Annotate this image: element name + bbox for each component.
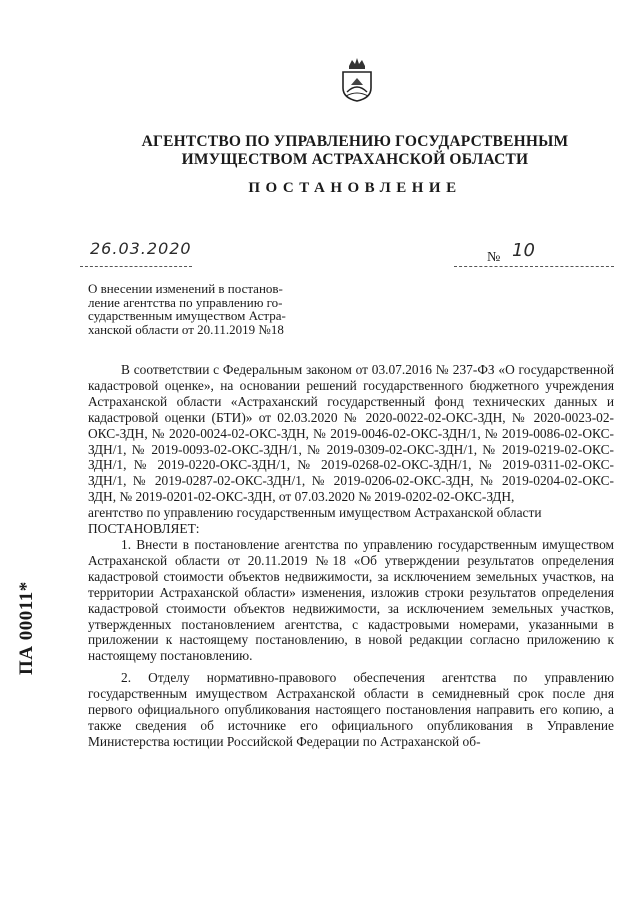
subject-line: ление агентства по управлению го-: [88, 294, 283, 310]
subject-line: О внесении изменений в постанов-: [88, 281, 283, 296]
document-type-title: ПОСТАНОВЛЕНИЕ: [248, 180, 462, 196]
agency-line: агентство по управлению государственным имуществом Астраханской области: [88, 505, 542, 521]
document-subject: [88, 282, 323, 336]
decree-word: ПОСТАНОВЛЯЕТ:: [88, 521, 200, 537]
issuing-authority: [130, 133, 580, 169]
document-body: [88, 362, 614, 750]
number-label: №: [487, 250, 501, 265]
authority-line-2: ИМУЩЕСТВОМ АСТРАХАНСКОЙ ОБЛАСТИ: [181, 151, 529, 168]
preamble-paragraph: В соответствии с Федеральным законом от 03.07.2016 № 237-ФЗ «О государственной кадастровой оценке», на основании решений государственного бюджетного учреждения Астраханской области «Астраханский государственный фонд технических данных и кадастровой оценки (БТИ)» от 02.03.2020 № 2020-0022-02-ОКС-ЗДН, № 2020-0023-02-ОКС-ЗДН, № 2020-0024-02-ОКС-ЗДН, № 2019-0046-02-ОКС-ЗДН/1, № 2019-0086-02-ОКС-ЗДН/1, № 2019-0093-02-ОКС-ЗДН/1, № 2019-0309-02-ОКС-ЗДН/1, № 2019-0219-02-ОКС-ЗДН/1, № 2019-0220-ОКС-ЗДН/1, № 2019-0268-02-ОКС-ЗДН/1, № 2019-0311-02-ОКС-ЗДН/1, № 2019-0287-02-ОКС-ЗДН/1, № 2019-0206-02-ОКС-ЗДН, № 2019-0204-02-ОКС-ЗДН, № 2019-0201-02-ОКС-ЗДН, от 07.03.2020 № 2019-0202-02-ОКС-ЗДН,: [88, 362, 614, 505]
subject-line: ханской области от 20.11.2019 №18: [88, 321, 284, 337]
handwritten-date: 26.03.2020: [90, 239, 192, 258]
coat-of-arms-emblem: [339, 52, 375, 102]
item-1-paragraph: 1. Внести в постановление агентства по управлению государственным имуществом Астраханской области от 20.11.2019 №18 «Об утверждении результатов определения кадастровой стоимости объектов недвижимости, за исключением земельных участков, на территории Астраханской области» изменения, изложив строки результатов определения кадастровой стоимости объектов недвижимости, за исключением земельных участков, утвержденных постановлением агентства, с кадастровыми номерами, указанными в приложении к настоящему постановлению, в новой редакции согласно приложению к настоящему постановлению.: [88, 536, 614, 664]
authority-line-1: АГЕНТСТВО ПО УПРАВЛЕНИЮ ГОСУДАРСТВЕННЫМ: [141, 133, 569, 150]
subject-line: сударственным имуществом Астра-: [88, 308, 286, 323]
registration-stamp: ПА 00011*: [16, 581, 37, 675]
item-2-paragraph: 2. Отделу нормативно-правового обеспечения агентства по управлению государственным имуществом Астраханской области в семидневный срок после дня первого официального опубликования настоящего постановления направить его копию, а также сведения об источнике его официального опубликования в Управление Министерства юстиции Российской Федерации по Астраханской об-: [88, 670, 614, 749]
handwritten-number: 10: [512, 240, 535, 261]
